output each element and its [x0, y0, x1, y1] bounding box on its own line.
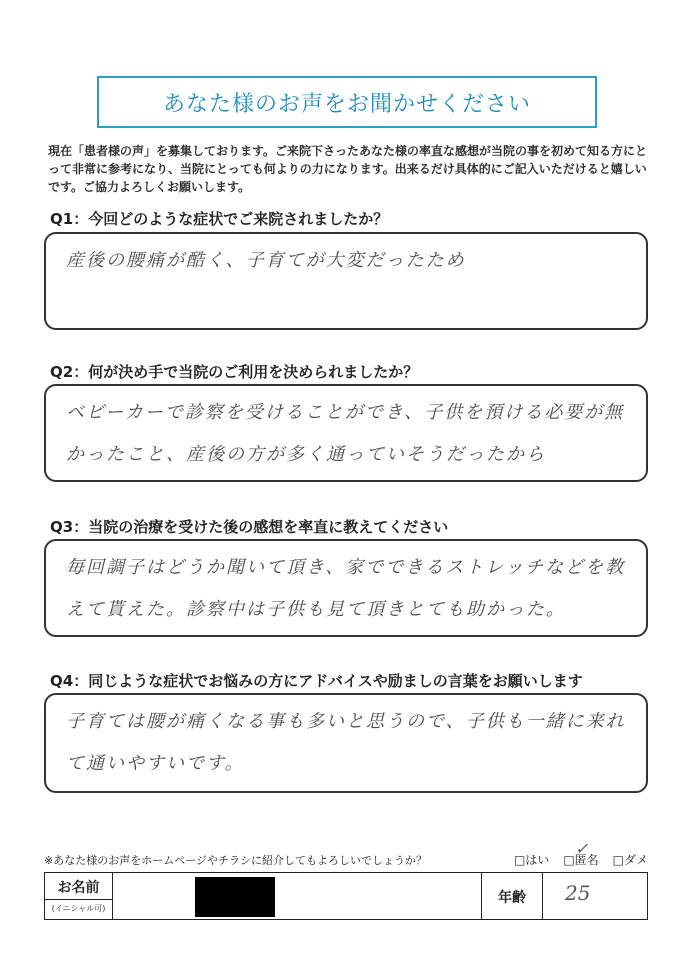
answer-4-box — [44, 693, 648, 793]
check-mark-icon: ✓ — [575, 839, 589, 858]
name-divider — [45, 899, 112, 900]
question-2-label: Q2：何が決め手で当院のご利用を決められましたか？ — [50, 363, 419, 381]
publish-consent — [44, 839, 648, 868]
name-label: お名前 — [57, 880, 100, 896]
name-label-cell — [45, 873, 113, 919]
intro-text: 現在「患者様の声」を募集しております。ご来院下さったあなた様の率直な感想が当院の事を初めて知る方にとって非常に参考になり、当院にとっても何よりの力になります。出来るだけ具体的にご記入いただけると嬉しいです。ご協力よろしくお願いします。 — [48, 144, 648, 194]
consent-option-anonymous[interactable]: □匿名 — [563, 853, 599, 867]
consent-option-no[interactable]: □ダメ — [612, 853, 648, 867]
consent-question: ※あなた様のお声をホームページやチラシに紹介してもよろしいでしょうか？ — [44, 853, 427, 867]
answer-2-box — [44, 384, 648, 482]
consent-option-yes[interactable]: □はい — [513, 853, 550, 867]
question-3-label: Q3：当院の治療を受けた後の感想を率直に教えてください — [50, 518, 449, 536]
age-value: 25 — [565, 881, 591, 905]
answer-3-box — [44, 539, 648, 637]
answer-4-text: 子育ては腰が痛くなる事も多いと思うので、子供も一緒に来れて通いやすいです。 — [66, 711, 626, 774]
form-title-box — [97, 76, 597, 128]
answer-2-text: ベビーカーで診察を受けることができ、子供を預ける必要が無かったこと、産後の方が多く通っていそうだったから — [66, 402, 625, 465]
age-label: 年齢 — [498, 890, 526, 906]
form-title: あなた様のお声をお聞かせください — [162, 91, 531, 117]
respondent-info-table — [44, 872, 648, 920]
question-1-label: Q1：今回どのような症状でご来院されましたか？ — [50, 210, 389, 228]
name-sub-label: (イニシャル可) — [51, 904, 106, 913]
answer-3-text: 毎回調子はどうか聞いて頂き、家でできるストレッチなどを教えて貰えた。診察中は子供も見て頂きとても助かった。 — [66, 557, 626, 620]
age-label-cell — [481, 873, 543, 919]
answer-1-text: 産後の腰痛が酷く、子育てが大変だったため — [66, 250, 466, 271]
redacted-name — [195, 877, 275, 917]
answer-1-box — [44, 232, 648, 330]
question-4-label: Q4：同じような症状でお悩みの方にアドバイスや励ましの言葉をお願いします — [50, 672, 583, 690]
